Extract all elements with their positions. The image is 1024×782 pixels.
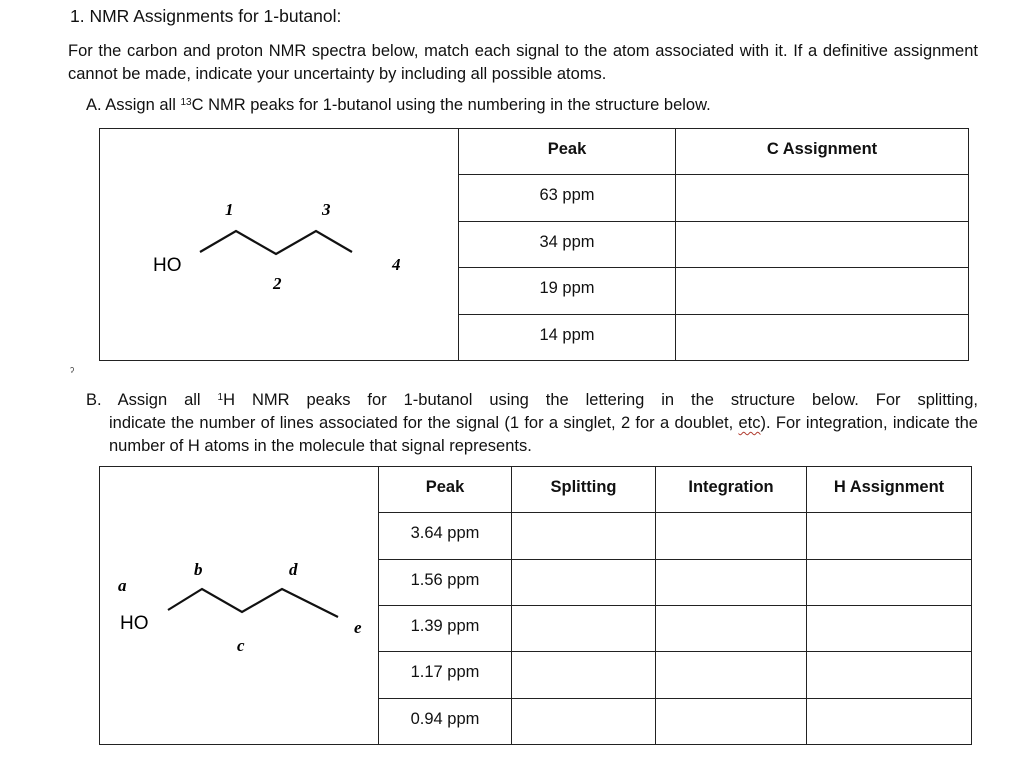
integration-cell[interactable] bbox=[656, 698, 807, 744]
carbon-nmr-table bbox=[99, 128, 969, 361]
header-peak: Peak bbox=[379, 467, 512, 513]
peak-value: 34 ppm bbox=[459, 221, 676, 267]
proton-label-a: a bbox=[118, 576, 127, 595]
carbon-label-3: 3 bbox=[322, 200, 331, 219]
carbon-label-2: 2 bbox=[273, 274, 282, 293]
part-b-text-a: indicate the number of lines associated for the signal (1 for a singlet, 2 for a doublet, bbox=[109, 414, 739, 432]
header-h-assignment: H Assignment bbox=[807, 467, 972, 513]
proton-label-b: b bbox=[194, 560, 203, 579]
part-b-etc: etc bbox=[738, 414, 761, 432]
splitting-cell[interactable] bbox=[512, 605, 656, 651]
part-b-line-1-rest: H NMR peaks for 1-butanol using the lettering in the structure below. For splitting, bbox=[223, 391, 978, 409]
peak-value: 0.94 ppm bbox=[379, 698, 512, 744]
proton-label-d: d bbox=[289, 560, 298, 579]
hydroxyl-label: HO bbox=[120, 613, 149, 634]
peak-value: 1.17 ppm bbox=[379, 652, 512, 698]
header-c-assignment: C Assignment bbox=[676, 129, 969, 175]
peak-value: 1.56 ppm bbox=[379, 559, 512, 605]
part-b-line-1 bbox=[86, 389, 978, 412]
integration-cell[interactable] bbox=[656, 559, 807, 605]
h-assignment-cell[interactable] bbox=[807, 652, 972, 698]
splitting-cell[interactable] bbox=[512, 698, 656, 744]
h-assignment-cell[interactable] bbox=[807, 698, 972, 744]
carbon-chain bbox=[200, 231, 352, 254]
part-b-text-b: ). For integration, indicate the number of H atoms in the molecule that signal represents. bbox=[109, 414, 978, 455]
carbon-label-4: 4 bbox=[392, 255, 401, 274]
peak-value: 1.39 ppm bbox=[379, 605, 512, 651]
c-assignment-cell[interactable] bbox=[676, 268, 969, 314]
stray-mark: ˀ bbox=[70, 365, 75, 379]
header-splitting: Splitting bbox=[512, 467, 656, 513]
butanol-structure-lettered bbox=[100, 467, 377, 739]
part-a-suffix: C NMR peaks for 1-butanol using the numbering in the structure below. bbox=[191, 96, 711, 114]
h-assignment-cell[interactable] bbox=[807, 605, 972, 651]
peak-value: 63 ppm bbox=[459, 175, 676, 221]
peak-value: 3.64 ppm bbox=[379, 513, 512, 559]
h-assignment-cell[interactable] bbox=[807, 513, 972, 559]
c-assignment-cell[interactable] bbox=[676, 221, 969, 267]
part-a-prefix: A. Assign all bbox=[86, 96, 181, 114]
peak-value: 14 ppm bbox=[459, 314, 676, 360]
integration-cell[interactable] bbox=[656, 513, 807, 559]
butanol-structure-numbered bbox=[100, 129, 457, 355]
header-integration: Integration bbox=[656, 467, 807, 513]
h-assignment-cell[interactable] bbox=[807, 559, 972, 605]
part-b-prefix: B. Assign all bbox=[86, 391, 218, 409]
splitting-cell[interactable] bbox=[512, 559, 656, 605]
carbon-label-1: 1 bbox=[225, 200, 234, 219]
part-b-continuation bbox=[86, 412, 978, 458]
proton-label-c: c bbox=[237, 636, 245, 655]
question-title: 1. NMR Assignments for 1-butanol: bbox=[70, 6, 342, 26]
integration-cell[interactable] bbox=[656, 605, 807, 651]
header-peak: Peak bbox=[459, 129, 676, 175]
peak-value: 19 ppm bbox=[459, 268, 676, 314]
part-a-prompt bbox=[86, 96, 711, 115]
part-b-isotope: 1 bbox=[217, 392, 224, 403]
integration-cell[interactable] bbox=[656, 652, 807, 698]
splitting-cell[interactable] bbox=[512, 513, 656, 559]
c-assignment-cell[interactable] bbox=[676, 175, 969, 221]
hydroxyl-label: HO bbox=[153, 255, 182, 276]
splitting-cell[interactable] bbox=[512, 652, 656, 698]
butanol-structure-cell bbox=[100, 467, 379, 745]
carbon-chain bbox=[168, 589, 338, 617]
instructions: For the carbon and proton NMR spectra below, match each signal to the atom associated with it. If a definitive assignment cannot be made, indicate your uncertainty by including all possible atoms. bbox=[68, 42, 978, 83]
proton-label-e: e bbox=[354, 618, 362, 637]
c-assignment-cell[interactable] bbox=[676, 314, 969, 360]
proton-nmr-table bbox=[99, 466, 972, 745]
butanol-structure-cell bbox=[100, 129, 459, 361]
part-a-isotope: 13 bbox=[180, 97, 192, 108]
part-b-prompt bbox=[86, 389, 978, 458]
